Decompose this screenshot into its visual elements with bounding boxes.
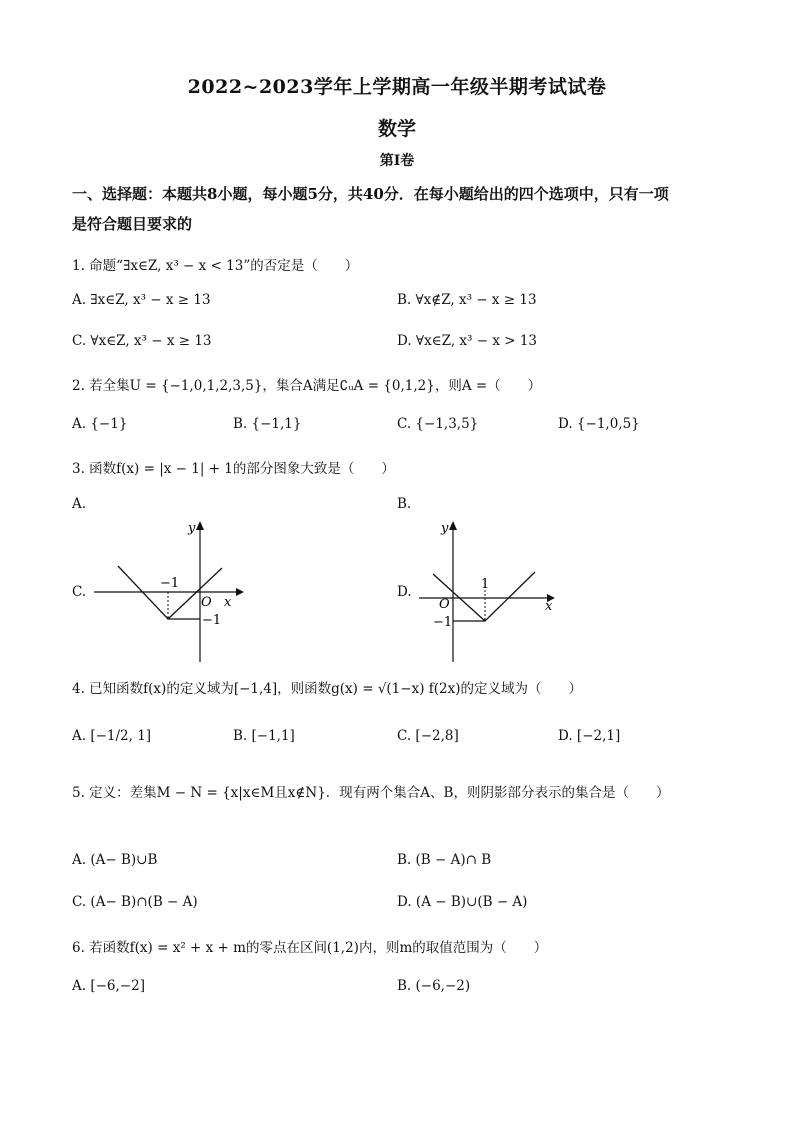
question-5-option-c[interactable]: C. (A− B)∩(B − A) bbox=[72, 894, 198, 910]
graph-d-origin: O bbox=[439, 597, 450, 612]
graph-c-x-label: x bbox=[224, 595, 232, 610]
question-2-option-d[interactable]: D. {−1,0,5} bbox=[558, 416, 640, 432]
question-1-stem: 1. 命题“∃x∈Z, x³ − x < 13”的否定是（ ） bbox=[72, 258, 359, 274]
question-4-option-b[interactable]: B. [−1,1] bbox=[233, 728, 295, 744]
question-4-option-d[interactable]: D. [−2,1] bbox=[558, 728, 621, 744]
graph-c-x-arrow bbox=[236, 588, 244, 596]
question-1-option-a[interactable]: A. ∃x∈Z, x³ − x ≥ 13 bbox=[72, 292, 211, 308]
question-4-option-a[interactable]: A. [−1/2, 1] bbox=[72, 728, 152, 744]
graph-d-curve-right bbox=[453, 572, 535, 621]
question-1-option-c[interactable]: C. ∀x∈Z, x³ − x ≥ 13 bbox=[72, 333, 212, 349]
section-heading-line2: 是符合题目要求的 bbox=[72, 215, 193, 233]
question-2-stem: 2. 若全集U = {−1,0,1,2,3,5}，集合A满足∁ᵤA = {0,1,2}，则A =（ ） bbox=[72, 378, 542, 394]
graph-option-c[interactable] bbox=[88, 518, 248, 664]
question-2-option-b[interactable]: B. {−1,1} bbox=[233, 416, 302, 432]
graph-c-tick-x: −1 bbox=[160, 576, 180, 591]
question-3-option-b[interactable]: B. bbox=[397, 496, 412, 512]
question-5-option-a[interactable]: A. (A− B)∪B bbox=[72, 852, 158, 868]
graph-c-tick-y: −1 bbox=[202, 613, 222, 628]
question-6-option-b[interactable]: B. (−6,−2) bbox=[397, 978, 471, 994]
graph-d-y-arrow bbox=[449, 521, 457, 530]
graph-c-y-arrow bbox=[196, 521, 204, 530]
question-5-option-b[interactable]: B. (B − A)∩ B bbox=[397, 852, 492, 868]
graph-d-x-label: x bbox=[545, 599, 553, 614]
volume-label: 第Ⅰ卷 bbox=[379, 153, 415, 169]
section-heading-line1: 一、选择题：本题共8小题，每小题5分，共40分．在每小题给出的四个选项中，只有一项 bbox=[72, 185, 669, 203]
question-4-stem: 4. 已知函数f(x)的定义域为[−1,4]，则函数g(x) = √(1−x) f(2x)的定义域为（ ） bbox=[72, 681, 582, 697]
question-2-option-c[interactable]: C. {−1,3,5} bbox=[397, 416, 479, 432]
exam-title: 2022~2023学年上学期高一年级半期考试试卷 bbox=[187, 76, 607, 98]
question-5-option-d[interactable]: D. (A − B)∪(B − A) bbox=[397, 894, 528, 910]
graph-c-origin: O bbox=[201, 595, 212, 610]
graph-d-tick-x: 1 bbox=[481, 577, 490, 592]
question-6-stem: 6. 若函数f(x) = x² + x + m的零点在区间(1,2)内，则m的取值范围为（ ） bbox=[72, 940, 548, 956]
graph-d-tick-y: −1 bbox=[433, 615, 453, 630]
question-3-option-c[interactable]: C. bbox=[72, 584, 87, 600]
question-3-option-a[interactable]: A. bbox=[72, 496, 87, 512]
subject-title: 数学 bbox=[377, 118, 416, 140]
question-2-option-a[interactable]: A. {−1} bbox=[72, 416, 128, 432]
graph-d-y-label: y bbox=[441, 521, 449, 536]
question-1-option-b[interactable]: B. ∀x∉Z, x³ − x ≥ 13 bbox=[397, 292, 537, 308]
question-1-option-d[interactable]: D. ∀x∈Z, x³ − x > 13 bbox=[397, 333, 538, 349]
question-4-option-c[interactable]: C. [−2,8] bbox=[397, 728, 459, 744]
question-6-option-a[interactable]: A. [−6,−2] bbox=[72, 978, 145, 994]
question-5-stem: 5. 定义：差集M − N = {x|x∈M且x∉N}．现有两个集合A、B，则阴影部分表示的集合是（ ） bbox=[72, 785, 670, 801]
graph-option-d[interactable] bbox=[415, 518, 575, 664]
question-3-stem: 3. 函数f(x) = |x − 1| + 1的部分图象大致是（ ） bbox=[72, 461, 395, 477]
question-3-option-d[interactable]: D. bbox=[397, 584, 412, 600]
graph-c-y-label: y bbox=[188, 521, 196, 536]
